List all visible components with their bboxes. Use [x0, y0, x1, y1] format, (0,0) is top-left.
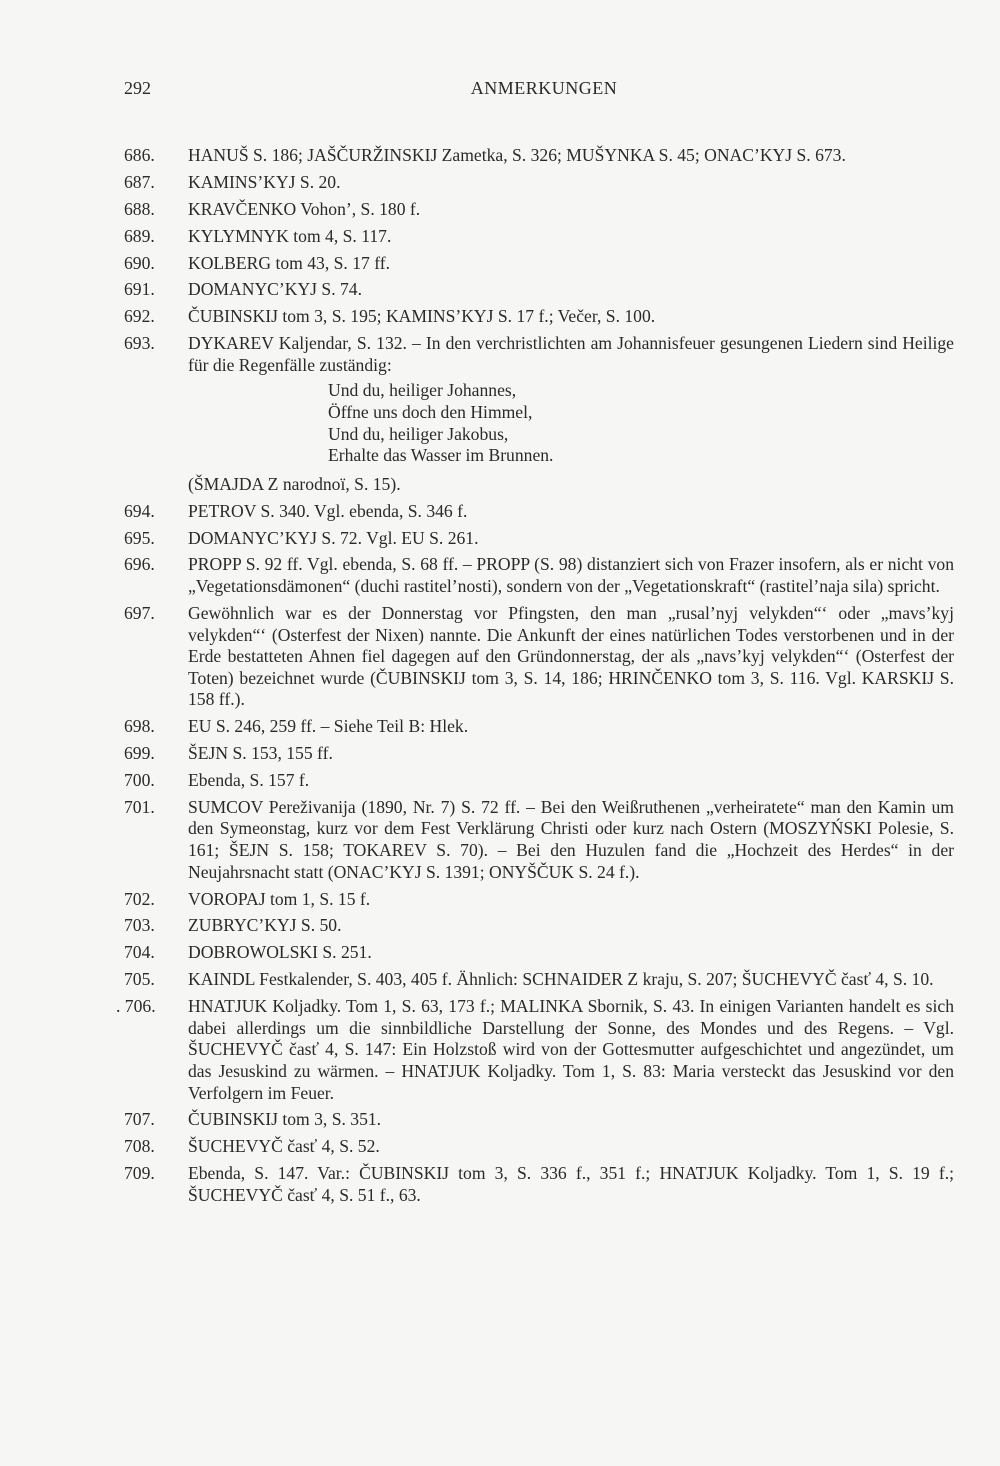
notes-list — [116, 145, 954, 1212]
note-item — [124, 942, 954, 964]
note-text: PETROV S. 340. Vgl. ebenda, S. 346 f. — [188, 500, 468, 521]
note-item — [124, 716, 954, 738]
note-item — [124, 603, 954, 711]
note-body — [188, 253, 954, 275]
note-text: KYLYMNYK tom 4, S. 117. — [188, 225, 392, 246]
note-item — [124, 915, 954, 937]
note-text: KAMINS’KYJ S. 20. — [188, 171, 341, 192]
note-item — [124, 1136, 954, 1158]
verse-line: Und du, heiliger Johannes, — [328, 380, 517, 401]
note-body — [188, 743, 954, 765]
note-text: KRAVČENKO Vohon’, S. 180 f. — [188, 198, 421, 219]
note-text: EU S. 246, 259 ff. – Siehe Teil B: Hlek. — [188, 716, 469, 737]
page-number: 292 — [124, 78, 151, 98]
note-item — [124, 226, 954, 248]
note-text: ČUBINSKIJ tom 3, S. 351. — [188, 1109, 382, 1130]
note-text: DOBROWOLSKI S. 251. — [188, 942, 372, 963]
note-number: 703. — [124, 915, 155, 936]
note-text: Ebenda, S. 147. Var.: ČUBINSKIJ tom 3, S. 336 f., 351 f.; HNATJUK Koljadky. Tom 1, S. 19 f.; ŠUCHEVYČ časť 4, S. 51 f., 63. — [188, 1163, 954, 1205]
note-number: 702. — [124, 888, 155, 909]
note-body — [188, 172, 954, 194]
note-body — [188, 279, 954, 301]
note-number: 692. — [124, 306, 155, 327]
note-number: 696. — [124, 554, 155, 575]
note-item — [124, 172, 954, 194]
note-item — [124, 333, 954, 495]
note-number: 704. — [124, 942, 155, 963]
note-item — [124, 797, 954, 883]
note-text: VOROPAJ tom 1, S. 15 f. — [188, 888, 371, 909]
note-item — [124, 1109, 954, 1131]
note-text: Ebenda, S. 157 f. — [188, 770, 310, 790]
note-item — [124, 145, 954, 167]
note-number: 708. — [124, 1136, 155, 1157]
page-header — [124, 78, 954, 108]
note-body — [188, 1163, 954, 1206]
note-body — [188, 1109, 954, 1131]
note-body — [188, 996, 954, 1104]
note-text: DYKAREV Kaljendar, S. 132. – In den verchristlichten am Johannisfeuer gesungenen Liedern sind Heilige für die Regenfälle zuständig: — [188, 333, 954, 375]
verse-line: Öffne uns doch den Himmel, — [328, 402, 533, 423]
note-number: 689. — [124, 225, 155, 246]
note-text: KAINDL Festkalender, S. 403, 405 f. Ähnlich: SCHNAIDER Z kraju, S. 207; ŠUCHEVYČ časť 4, S. 10. — [188, 969, 934, 990]
note-number: 701. — [124, 796, 155, 817]
note-text: PROPP S. 92 ff. Vgl. ebenda, S. 68 ff. – PROPP (S. 98) distanziert sich von Frazer insofern, als er nicht von „Vegetationsdämonen“ (duchi rastitel’nosti), sondern von der „Vegetationskraft“ (rastitel’naja sila) spricht. — [188, 554, 954, 597]
note-number: 697. — [124, 602, 155, 623]
running-title: ANMERKUNGEN — [470, 78, 618, 98]
note-item — [124, 306, 954, 328]
note-body — [188, 797, 954, 883]
note-body — [188, 915, 954, 937]
verse-line: Und du, heiliger Jakobus, — [328, 423, 509, 444]
note-text: DOMANYC’KYJ S. 74. — [188, 279, 362, 300]
note-item — [124, 199, 954, 221]
verse-source: (ŠMAJDA Z narodnoï, S. 15). — [188, 473, 401, 494]
note-number: 699. — [124, 743, 155, 764]
note-text: HNATJUK Koljadky. Tom 1, S. 63, 173 f.; MALINKA Sbornik, S. 43. In einigen Varianten handelt es sich dabei allerdings um die sinnbildliche Darstellung der Sonne, des Mondes und des Regens. – Vgl. ŠUCHEVYČ časť 4, S. 147: Ein Holzstoß wird von der Gottesmutter aufgeschichtet und angezündet, um das Jesuskind zu wärmen. – HNATJUK Koljadky. Tom 1, S. 83: Maria versteckt das Jesuskind vor den Verfolgern im Feuer. — [188, 996, 954, 1103]
note-number: . 706. — [116, 996, 156, 1017]
note-body — [188, 942, 954, 964]
note-number: 690. — [124, 252, 155, 273]
note-body — [188, 716, 954, 738]
note-body — [188, 199, 954, 221]
note-number: 705. — [124, 969, 155, 990]
note-body — [188, 1136, 954, 1158]
note-number: 691. — [124, 279, 155, 300]
note-text: ČUBINSKIJ tom 3, S. 195; KAMINS’KYJ S. 17 f.; Večer, S. 100. — [188, 306, 656, 327]
note-item — [124, 501, 954, 523]
note-item — [124, 1163, 954, 1206]
note-number: 695. — [124, 527, 155, 548]
note-body — [188, 306, 954, 328]
note-body — [188, 554, 954, 597]
note-body — [188, 969, 954, 991]
note-text: DOMANYC’KYJ S. 72. Vgl. EU S. 261. — [188, 527, 479, 548]
note-number: 693. — [124, 333, 155, 354]
note-number: 687. — [124, 171, 155, 192]
note-number: 709. — [124, 1163, 155, 1184]
note-number: 698. — [124, 716, 155, 737]
note-item — [116, 996, 954, 1104]
note-body — [188, 501, 954, 523]
note-number: 686. — [124, 145, 155, 165]
note-body — [188, 226, 954, 248]
note-number: 694. — [124, 500, 155, 521]
verse-line: Erhalte das Wasser im Brunnen. — [328, 445, 554, 466]
note-text: HANUŠ S. 186; JAŠČURŽINSKIJ Zametka, S. 326; MUŠYNKA S. 45; ONAC’KYJ S. 673. — [188, 145, 846, 165]
note-text: ZUBRYC’KYJ S. 50. — [188, 915, 342, 936]
verse-block — [188, 380, 954, 466]
note-body — [188, 770, 954, 792]
note-text: SUMCOV Pereživanija (1890, Nr. 7) S. 72 ff. – Bei den Weißruthenen „verheiratete“ man den Kamin um den Symeonstag, kurz vor dem Fest Verklärung Christi oder kurz nach Ostern (MOSZYŃSKI Polesie, S. 161; ŠEJN S. 158; TOKAREV S. 70). – Bei den Huzulen fand die „Hochzeit des Herdes“ in der Neujahrsnacht statt (ONAC’KYJ S. 1391; ONYŠČUK S. 24 f.). — [188, 796, 954, 882]
note-number: 707. — [124, 1109, 155, 1130]
note-body — [188, 889, 954, 911]
note-item — [124, 528, 954, 550]
note-number: 688. — [124, 198, 155, 219]
note-text: ŠEJN S. 153, 155 ff. — [188, 743, 333, 764]
note-item — [124, 253, 954, 275]
note-text: KOLBERG tom 43, S. 17 ff. — [188, 252, 391, 273]
note-item — [124, 554, 954, 597]
note-body — [188, 603, 954, 711]
note-number: 700. — [124, 770, 155, 790]
note-item — [124, 770, 954, 792]
note-body — [188, 333, 954, 495]
note-item — [124, 969, 954, 991]
note-text: Gewöhnlich war es der Donnerstag vor Pfingsten, den man „rusal’nyj velykden“‘ oder „mavs’kyj velykden“‘ (Osterfest der Nixen) nannte. Die Ankunft der eines natürlichen Todes verstorbenen und in der Erde bestatteten Ahnen fiel dagegen auf den Gründonnerstag, der als „navs’kyj velykden“‘ (Osterfest der Toten) bezeichnet wurde (ČUBINSKIJ tom 3, S. 14, 186; HRINČENKO tom 3, S. 116. Vgl. KARSKIJ S. 158 ff.). — [188, 602, 954, 710]
note-item — [124, 889, 954, 911]
note-text: ŠUCHEVYČ časť 4, S. 52. — [188, 1136, 380, 1157]
note-body — [188, 145, 954, 167]
note-item — [124, 743, 954, 765]
note-body — [188, 528, 954, 550]
note-item — [124, 279, 954, 301]
